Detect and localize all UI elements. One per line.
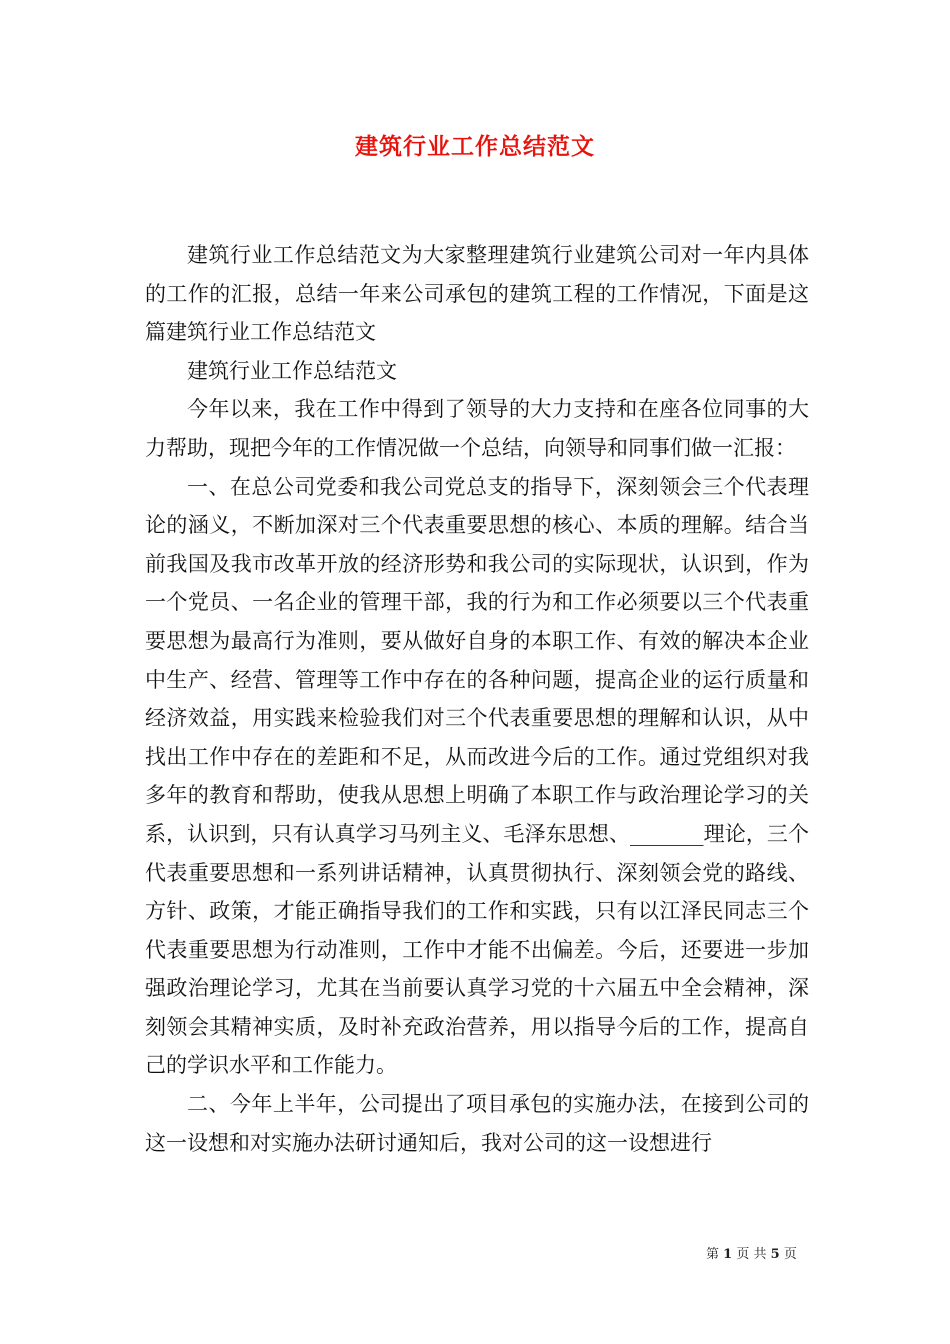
footer-current-page: 1	[723, 1247, 733, 1262]
paragraph-section-1: 一、在总公司党委和我公司党总支的指导下，深刻领会三个代表理论的涵义，不断加深对三个代表重要思想的核心、本质的理解。结合当前我国及我市改革开放的经济形势和我公司的实际现状，认识到，作为一个党员、一名企业的管理干部，我的行为和工作必须要以三个代表重要思想为最高行为准则，要从做好自身的本职工作、有效的解决本企业中生产、经营、管理等工作中存在的各种问题，提高企业的运行质量和经济效益，用实践来检验我们对三个代表重要思想的理解和认识，从中找出工作中存在的差距和不足，从而改进今后的工作。通过党组织对我多年的教育和帮助，使我从思想上明确了本职工作与政治理论学习的关系，认识到，只有认真学习马列主义、毛泽东思想、_______理论，三个代表重要思想和一系列讲话精神，认真贯彻执行、深刻领会党的路线、方针、政策，才能正确指导我们的工作和实践，只有以江泽民同志三个代表重要思想为行动准则，工作中才能不出偏差。今后，还要进一步加强政治理论学习，尤其在当前要认真学习党的十六届五中全会精神，深刻领会其精神实质，及时补充政治营养，用以指导今后的工作，提高自己的学识水平和工作能力。	[145, 474, 809, 1078]
footer-total-pages: 5	[770, 1247, 780, 1262]
paragraph-subtitle: 建筑行业工作总结范文	[187, 358, 397, 383]
page-number-footer	[706, 1243, 797, 1262]
document-title: 建筑行业工作总结范文	[355, 133, 595, 160]
paragraph-section-2: 二、今年上半年，公司提出了项目承包的实施办法，在接到公司的这一设想和对实施办法研讨通知后，我对公司的这一设想进行	[145, 1092, 809, 1155]
paragraph-intro: 建筑行业工作总结范文为大家整理建筑行业建筑公司对一年内具体的工作的汇报，总结一年来公司承包的建筑工程的工作情况，下面是这篇建筑行业工作总结范文	[145, 243, 809, 345]
footer-prefix: 第	[706, 1247, 720, 1262]
footer-middle: 页 共	[736, 1247, 767, 1262]
paragraph-opening: 今年以来，我在工作中得到了领导的大力支持和在座各位同事的大力帮助，现把今年的工作情况做一个总结，向领导和同事们做一汇报：	[145, 397, 809, 460]
document-body	[145, 236, 809, 1162]
footer-suffix: 页	[783, 1247, 797, 1262]
